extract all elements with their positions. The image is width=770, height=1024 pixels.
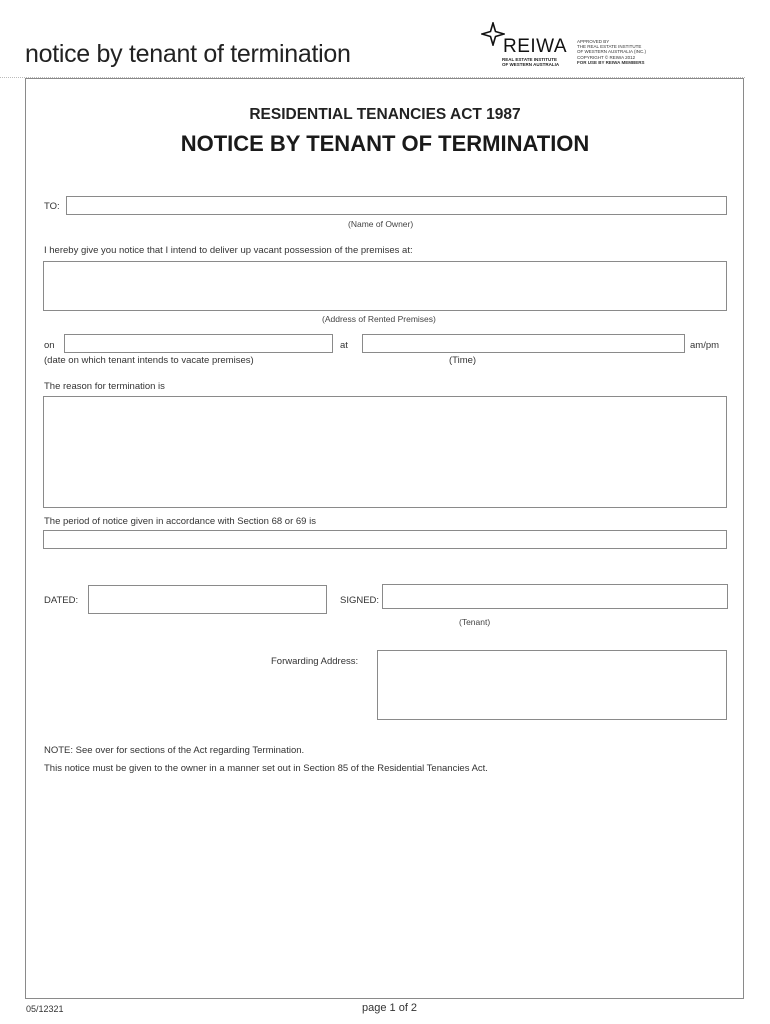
owner-name-field[interactable] [66,196,727,215]
approval-line: OF WESTERN AUSTRALIA (INC.) [577,49,647,55]
signature-field[interactable] [382,584,728,609]
intent-text: I hereby give you notice that I intend to deliver up vacant possession of the premises at: [44,245,413,256]
to-label: TO: [44,201,60,212]
owner-caption: (Name of Owner) [348,219,414,229]
approval-line: APPROVED BY [577,39,610,44]
tenant-caption: (Tenant) [459,617,491,627]
note-text: NOTE: See over for sections of the Act regarding Termination. [44,745,305,756]
dated-label: DATED: [44,595,79,606]
at-label: at [340,340,348,351]
document-title: notice by tenant of termination [25,40,351,68]
forwarding-address-label: Forwarding Address: [271,656,359,667]
ampm-label: am/pm [690,340,720,351]
approval-notice [577,39,646,65]
reiwa-logo-text: REIWA [503,36,568,57]
time-caption: (Time) [449,355,477,366]
date-caption: (date on which tenant intends to vacate premises) [44,355,254,366]
vacate-time-field[interactable] [362,334,685,353]
reason-field[interactable] [43,396,727,508]
vacate-date-field[interactable] [64,334,333,353]
logo-subtitle-line: REAL ESTATE INSTITUTE [502,57,558,62]
logo-subtitle-line: OF WESTERN AUSTRALIA [502,62,560,67]
note-text: This notice must be given to the owner in a manner set out in Section 85 of the Residential Tenancies Act. [44,763,488,774]
approval-line: COPYRIGHT © REIWA 2012 [577,54,636,60]
premises-address-field[interactable] [43,261,727,311]
approval-line: FOR USE BY REIWA MEMBERS [577,59,645,65]
notice-period-field[interactable] [43,530,727,549]
signed-label: SIGNED: [340,595,380,606]
reason-label: The reason for termination is [44,381,165,392]
act-title: RESIDENTIAL TENANCIES ACT 1987 [249,106,521,123]
reiwa-logo-icon [481,22,505,46]
approval-line: THE REAL ESTATE INSTITUTE [577,44,642,50]
form-code: 05/12321 [26,1004,64,1014]
address-caption: (Address of Rented Premises) [322,314,436,324]
period-label: The period of notice given in accordance with Section 68 or 69 is [44,516,316,527]
forwarding-address-field[interactable] [377,650,727,720]
reiwa-logo-subtitle [502,57,559,67]
form-title: NOTICE BY TENANT OF TERMINATION [180,131,590,156]
on-label: on [44,340,55,351]
dated-field[interactable] [88,585,327,614]
page-number: page 1 of 2 [362,1002,418,1014]
